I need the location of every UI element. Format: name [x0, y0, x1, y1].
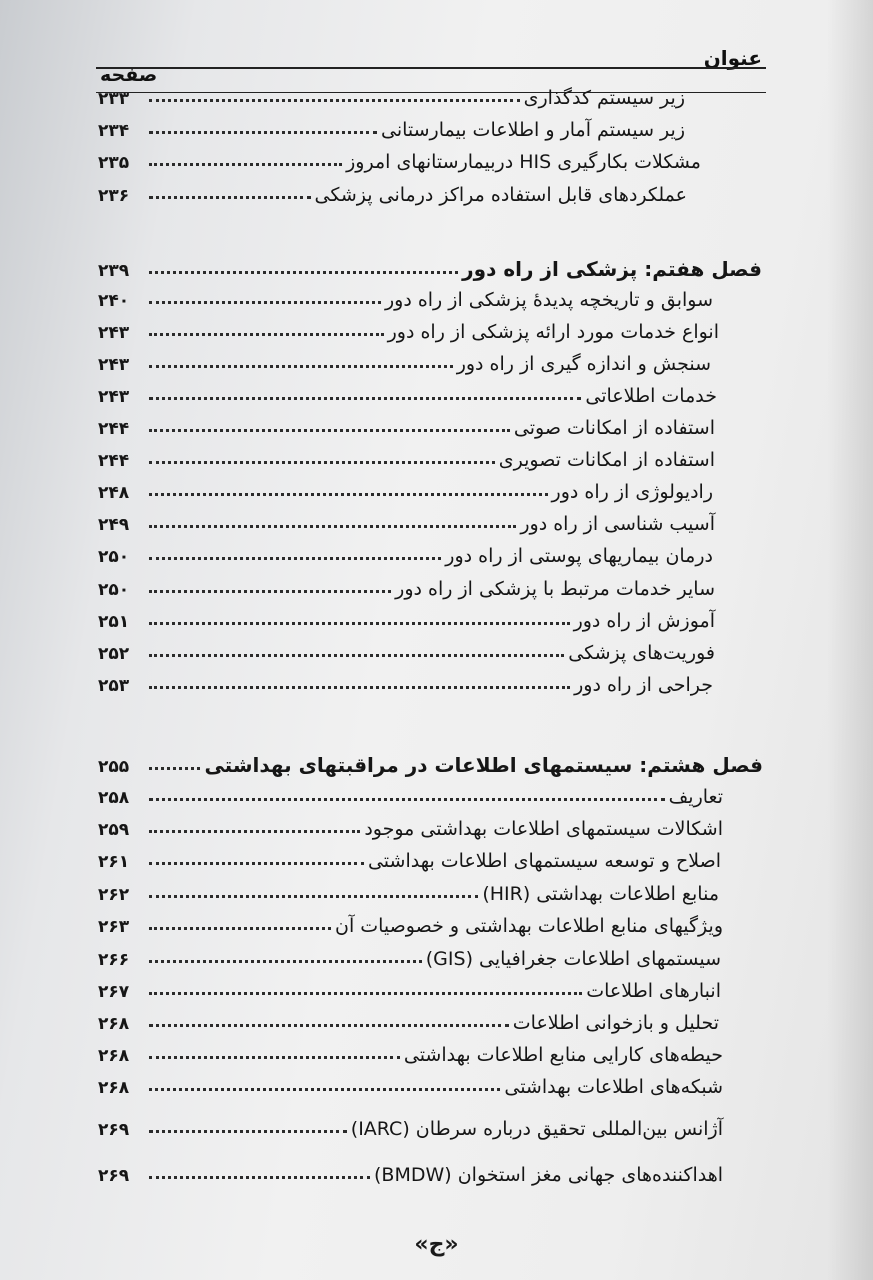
entry-page-number: ۲۴۴	[98, 419, 130, 439]
dot-leader	[149, 960, 422, 963]
dot-leader	[149, 557, 441, 560]
entry-title: اهداکننده‌های جهانی مغز استخوان (BMDW)	[373, 1164, 723, 1186]
dot-leader	[149, 525, 516, 528]
dot-leader	[149, 493, 548, 496]
entry-title: زیر سیستم آمار و اطلاعات بیمارستانی	[380, 119, 685, 141]
toc-entry	[98, 871, 719, 905]
dot-leader	[149, 767, 200, 770]
entry-page-number: ۲۴۸	[98, 483, 130, 503]
toc-entry	[98, 903, 723, 937]
entry-page-number: ۲۳۵	[98, 153, 130, 173]
toc-entry	[98, 662, 713, 696]
toc-chapter-entry	[98, 247, 762, 281]
entry-page-number: ۲۴۹	[98, 515, 130, 535]
dot-leader	[149, 397, 581, 400]
toc-entry	[98, 630, 715, 664]
entry-page-number: ۲۳۹	[98, 261, 130, 281]
entry-page-number: ۲۴۳	[98, 387, 130, 407]
entry-title: شبکه‌های اطلاعات بهداشتی	[504, 1076, 723, 1098]
dot-leader	[149, 927, 331, 930]
dot-leader	[149, 1088, 500, 1091]
toc-entry	[98, 172, 687, 206]
toc-entry	[98, 277, 713, 311]
dot-leader	[149, 271, 458, 274]
entry-title: انبارهای اطلاعات	[586, 980, 721, 1002]
entry-page-number: ۲۶۳	[98, 917, 130, 937]
entry-page-number: ۲۴۳	[98, 355, 130, 375]
entry-title: استفاده از امکانات تصویری	[498, 449, 715, 471]
entry-page-number: ۲۵۸	[98, 788, 130, 808]
dot-leader	[149, 301, 381, 304]
entry-page-number: ۲۴۰	[98, 291, 130, 311]
entry-title: اشکالات سیستمهای اطلاعات بهداشتی موجود	[364, 818, 723, 840]
dot-leader	[149, 622, 570, 625]
dot-leader	[149, 1176, 370, 1179]
toc-entry	[98, 774, 723, 808]
entry-title: زیر سیستم کدگذاری	[523, 87, 685, 109]
entry-page-number: ۲۳۴	[98, 121, 130, 141]
entry-page-number: ۲۳۶	[98, 186, 130, 206]
entry-title: سوابق و تاریخچه پدیدهٔ پزشکی از راه دور	[384, 289, 713, 311]
dot-leader	[149, 365, 453, 368]
entry-page-number: ۲۵۹	[98, 820, 130, 840]
toc-entry	[98, 936, 721, 970]
dot-leader	[149, 163, 342, 166]
toc-entry	[98, 373, 717, 407]
toc-entry	[98, 1152, 723, 1186]
entry-page-number: ۲۶۶	[98, 950, 130, 970]
dot-leader	[149, 895, 478, 898]
dot-leader	[149, 654, 564, 657]
header-title: عنوان	[703, 46, 762, 70]
dot-leader	[149, 99, 520, 102]
entry-title: سایر خدمات مرتبط با پزشکی از راه دور	[395, 578, 715, 600]
toc-entry	[98, 968, 721, 1002]
entry-page-number: ۲۶۸	[98, 1078, 130, 1098]
toc-entry	[98, 405, 715, 439]
entry-page-number: ۲۴۳	[98, 323, 130, 343]
entry-title: حیطه‌های کارایی منابع اطلاعات بهداشتی	[403, 1044, 723, 1066]
entry-title: مشکلات بکارگیری HIS دربیمارستانهای امروز	[346, 151, 701, 173]
toc-entry	[98, 838, 721, 872]
entry-title: آموزش از راه دور	[573, 610, 715, 632]
entry-page-number: ۲۶۹	[98, 1120, 130, 1140]
dot-leader	[149, 333, 384, 336]
entry-title: ویژگیهای منابع اطلاعات بهداشتی و خصوصیات آن	[334, 915, 723, 937]
entry-title: انواع خدمات مورد ارائه پزشکی از راه دور	[387, 321, 719, 343]
dot-leader	[149, 429, 510, 432]
header-page-label: صفحه	[100, 64, 158, 86]
entry-title: سنجش و اندازه گیری از راه دور	[456, 353, 711, 375]
entry-page-number: ۲۵۳	[98, 676, 130, 696]
entry-title: آسیب شناسی از راه دور	[520, 513, 715, 535]
toc-entry	[98, 501, 715, 535]
toc-entry	[98, 437, 715, 471]
entry-page-number: ۲۶۹	[98, 1166, 130, 1186]
chapter-title: فصل هفتم: پزشکی از راه دور	[462, 257, 762, 281]
toc-entry	[98, 806, 723, 840]
toc-entry	[98, 598, 715, 632]
toc-entry	[98, 139, 701, 173]
toc-chapter-entry	[98, 743, 763, 777]
dot-leader	[149, 686, 570, 689]
entry-title: منابع اطلاعات بهداشتی (HIR)	[482, 883, 719, 905]
entry-title: رادیولوژی از راه دور	[551, 481, 713, 503]
entry-page-number: ۲۵۱	[98, 612, 130, 632]
entry-title: آژانس بین‌المللی تحقیق درباره سرطان (IARC)	[350, 1118, 723, 1140]
dot-leader	[149, 461, 495, 464]
chapter-title: فصل هشتم: سیستمهای اطلاعات در مراقبتهای بهداشتی	[204, 753, 763, 777]
toc-entry	[98, 1064, 723, 1098]
entry-title: استفاده از امکانات صوتی	[513, 417, 715, 439]
toc-entry	[98, 75, 685, 109]
entry-page-number: ۲۶۷	[98, 982, 130, 1002]
toc-entry	[98, 1032, 723, 1066]
entry-page-number: ۲۶۲	[98, 885, 130, 905]
entry-title: اصلاح و توسعه سیستمهای اطلاعات بهداشتی	[367, 850, 721, 872]
entry-title: درمان بیماریهای پوستی از راه دور	[445, 545, 713, 567]
entry-title: عملکردهای قابل استفاده مراکز درمانی پزشکی	[314, 184, 687, 206]
dot-leader	[149, 1130, 347, 1133]
entry-page-number: ۲۴۴	[98, 451, 130, 471]
entry-page-number: ۲۵۰	[98, 547, 130, 567]
entry-page-number: ۲۶۱	[98, 852, 130, 872]
entry-title: جراحی از راه دور	[574, 674, 713, 696]
entry-page-number: ۲۵۰	[98, 580, 130, 600]
dot-leader	[149, 862, 364, 865]
dot-leader	[149, 131, 377, 134]
entry-title: فوریت‌های پزشکی	[568, 642, 715, 664]
dot-leader	[149, 1024, 509, 1027]
toc-entry	[98, 469, 713, 503]
entry-title: خدمات اطلاعاتی	[585, 385, 717, 407]
entry-page-number: ۲۵۲	[98, 644, 130, 664]
dot-leader	[149, 798, 665, 801]
toc-entry	[98, 341, 711, 375]
dot-leader	[149, 1056, 400, 1059]
entry-page-number: ۲۶۸	[98, 1014, 130, 1034]
dot-leader	[149, 830, 360, 833]
toc-entry	[98, 1000, 719, 1034]
entry-page-number: ۲۵۵	[98, 757, 130, 777]
dot-leader	[149, 196, 311, 199]
toc-entry	[98, 1106, 723, 1140]
dot-leader	[149, 590, 391, 593]
entry-page-number: ۲۳۳	[98, 89, 130, 109]
entry-page-number: ۲۶۸	[98, 1046, 130, 1066]
toc-entry	[98, 309, 719, 343]
toc-entry	[98, 566, 715, 600]
entry-title: تعاریف	[668, 786, 723, 808]
entry-title: سیستمهای اطلاعات جغرافیایی (GIS)	[425, 948, 721, 970]
page-number: «ج»	[414, 1232, 459, 1257]
toc-entry	[98, 533, 713, 567]
entry-title: تحلیل و بازخوانی اطلاعات	[512, 1012, 719, 1034]
toc-entry	[98, 107, 685, 141]
dot-leader	[149, 992, 582, 995]
